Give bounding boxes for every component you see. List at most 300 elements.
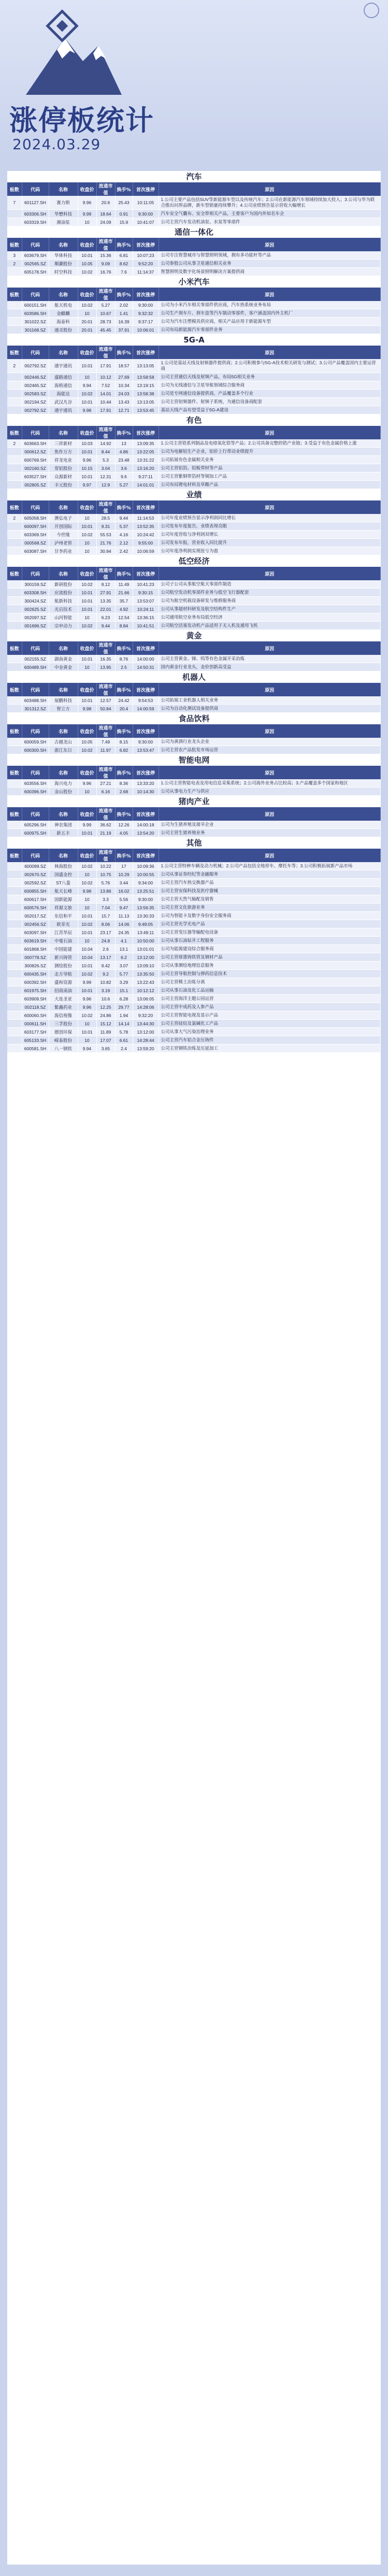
- table-cell: 14:01:01: [133, 481, 159, 489]
- table-cell: 通宇通讯: [49, 359, 78, 373]
- column-header: 名称: [49, 766, 78, 779]
- table-cell: 13.35: [96, 597, 115, 605]
- table-cell: 000778.SZ: [22, 953, 49, 962]
- table-cell: [7, 912, 22, 920]
- table-cell: 10:11:05: [133, 196, 159, 210]
- table-row: [7, 589, 381, 597]
- column-header: 代码: [22, 683, 49, 696]
- table-cell: 16.76: [96, 268, 115, 276]
- table-cell: 600099.SZ: [22, 862, 49, 870]
- table-row: [7, 821, 381, 829]
- table-row: [7, 251, 381, 260]
- table-cell: 金山股份: [49, 788, 78, 796]
- table-cell: [7, 862, 22, 870]
- table-cell: 9.96: [78, 456, 96, 464]
- table-cell: [7, 522, 22, 531]
- table-row: [7, 597, 381, 605]
- table-cell: [7, 738, 22, 746]
- table-cell: 2.02: [115, 301, 133, 309]
- table-cell: 603087.SH: [22, 547, 49, 555]
- column-header: 收盘价: [78, 346, 96, 359]
- table-cell: 2.68: [115, 788, 133, 796]
- reason-cell: 1.公司主营智能电表及用电信息采集系统；2.公司海外业务占比较高；3.产品覆盖多个国家和地区: [159, 779, 381, 788]
- table-header-row: [7, 807, 381, 821]
- table-cell: 5.27: [96, 301, 115, 309]
- table-cell: 600769.SH: [22, 456, 49, 464]
- column-header: 原因: [159, 500, 381, 514]
- table-cell: 9:27:11: [133, 473, 159, 481]
- table-cell: 601868.SH: [22, 945, 49, 953]
- sector-block: [7, 414, 381, 489]
- table-cell: 14.01: [96, 390, 115, 398]
- table-cell: 12.25: [96, 1003, 115, 1011]
- table-cell: 13:54:20: [133, 829, 159, 837]
- table-cell: 盛路通信: [49, 373, 78, 381]
- reason-cell: 公司为无线通信与卫星导航领域综合服务商: [159, 381, 381, 390]
- table-cell: 13.86: [96, 887, 115, 895]
- column-header: 换手%: [115, 346, 133, 359]
- table-cell: 测绘股份: [49, 962, 78, 970]
- table-cell: 江苏华辰: [49, 928, 78, 937]
- table-row: [7, 373, 381, 381]
- table-cell: 时空科技: [49, 268, 78, 276]
- sector-table: [7, 567, 381, 630]
- table-cell: [7, 448, 22, 456]
- table-cell: 10: [78, 904, 96, 912]
- table-cell: 海信视像: [49, 1011, 78, 1020]
- table-cell: 10.01: [78, 473, 96, 481]
- reason-cell: 1.公司主营特种车辆及动力机械；2.公司产品包括全地形车、摩托车等；3.公司积极拓展新产品市场: [159, 862, 381, 870]
- table-row: [7, 1020, 381, 1028]
- table-cell: 10.02: [78, 390, 96, 398]
- table-cell: [7, 978, 22, 986]
- table-cell: [7, 373, 22, 381]
- sector-table: [7, 500, 381, 555]
- table-cell: [7, 879, 22, 887]
- table-cell: 八一钢铁: [49, 1044, 78, 1053]
- table-cell: [7, 1020, 22, 1028]
- table-cell: 北方导航: [49, 970, 78, 978]
- sector-table: [7, 724, 381, 754]
- table-row: [7, 904, 381, 912]
- table-cell: 13:53:45: [133, 406, 159, 414]
- reason-cell: 公司主营导航控制与弹药信息技术: [159, 970, 381, 978]
- table-cell: 9.99: [78, 210, 96, 218]
- table-cell: 10: [78, 309, 96, 318]
- table-cell: 27.91: [96, 589, 115, 597]
- table-cell: 24.8: [96, 937, 115, 945]
- column-header: 板数: [7, 683, 22, 696]
- table-cell: 展鹏科技: [49, 696, 78, 705]
- table-cell: 10:07:23: [133, 251, 159, 260]
- table-cell: 002670.SZ: [22, 870, 49, 879]
- table-cell: 4.16: [115, 531, 133, 539]
- table-cell: 航天机电: [49, 301, 78, 309]
- table-cell: 10.02: [78, 746, 96, 754]
- table-cell: 8.12: [96, 580, 115, 589]
- table-row: [7, 514, 381, 522]
- column-header: 换手%: [115, 641, 133, 655]
- table-cell: 14:00:59: [133, 705, 159, 713]
- table-cell: 10.44: [96, 398, 115, 406]
- table-cell: 002583.SZ: [22, 390, 49, 398]
- table-cell: 3.19: [96, 986, 115, 995]
- table-row: [7, 539, 381, 547]
- table-row: [7, 862, 381, 870]
- column-header: 流通市值: [96, 426, 115, 439]
- table-cell: 3.3: [96, 895, 115, 904]
- table-cell: [7, 920, 22, 928]
- table-cell: [7, 970, 22, 978]
- table-cell: 17.91: [96, 406, 115, 414]
- sector-title: 食品饮料: [7, 713, 381, 724]
- reason-cell: 公司从事大气污染治理业务: [159, 1028, 381, 1036]
- table-cell: 21.66: [115, 589, 133, 597]
- reason-cell: 公司主营天然气输配及销售: [159, 895, 381, 904]
- table-cell: 603319.SH: [22, 218, 49, 226]
- table-cell: 新研股份: [49, 580, 78, 589]
- table-cell: 13:09:10: [133, 962, 159, 970]
- table-cell: 焦作万方: [49, 448, 78, 456]
- reason-cell: 公司为黄酒行业龙头企业: [159, 738, 381, 746]
- table-cell: 3.6: [115, 464, 133, 473]
- table-cell: 通宇通讯: [49, 406, 78, 414]
- table-cell: 23.48: [115, 456, 133, 464]
- table-row: [7, 406, 381, 414]
- reason-cell: 公司从事超材料研发及航空结构件生产: [159, 605, 381, 613]
- column-header: 换手%: [115, 426, 133, 439]
- column-header: 收盘价: [78, 238, 96, 251]
- reason-cell: 公司主营中成药及人参产品: [159, 1003, 381, 1011]
- table-cell: 9:30:00: [133, 738, 159, 746]
- table-cell: 23.17: [96, 928, 115, 937]
- table-cell: 9.99: [78, 978, 96, 986]
- table-row: [7, 390, 381, 398]
- column-header: 换手%: [115, 724, 133, 738]
- reason-cell: 公司布局锂电材料及草酸产品: [159, 481, 381, 489]
- table-cell: 600396.SH: [22, 788, 49, 796]
- table-cell: 10.01: [78, 696, 96, 705]
- table-cell: 13:13:05: [133, 359, 159, 373]
- table-row: [7, 663, 381, 671]
- table-cell: 开创国际: [49, 522, 78, 531]
- table-cell: 8.62: [115, 260, 133, 268]
- table-cell: 6.81: [115, 251, 133, 260]
- reason-cell: 公司为汽车注塑模具供应商，相关产品应用于新能源车型: [159, 318, 381, 326]
- column-header: 首次涨停: [133, 182, 159, 196]
- table-cell: 10.04: [78, 945, 96, 953]
- table-cell: 德创环保: [49, 1028, 78, 1036]
- table-row: [7, 1003, 381, 1011]
- reason-cell: 公司年度业绩预告显示净利润同比增长: [159, 514, 381, 522]
- table-cell: 澳弘电子: [49, 514, 78, 522]
- column-header: 流通市值: [96, 500, 115, 514]
- table-cell: 6.28: [115, 995, 133, 1003]
- table-cell: 11.13: [115, 912, 133, 920]
- table-cell: 4.1: [115, 937, 133, 945]
- reason-cell: 基站天线产品有望受益于5G-A建设: [159, 406, 381, 414]
- table-cell: 11:14:37: [133, 268, 159, 276]
- table-cell: 海泰科: [49, 318, 78, 326]
- table-row: [7, 464, 381, 473]
- table-cell: 湘油泵: [49, 218, 78, 226]
- table-cell: 35.7: [115, 597, 133, 605]
- table-header-row: [7, 641, 381, 655]
- reason-cell: 公司年度净利润实现扭亏为盈: [159, 547, 381, 555]
- column-header: 收盘价: [78, 807, 96, 821]
- table-cell: 山河智能: [49, 613, 78, 622]
- sector-table: [7, 346, 381, 414]
- column-header: 原因: [159, 182, 381, 196]
- table-cell: 10: [78, 613, 96, 622]
- table-cell: 13:36:15: [133, 613, 159, 622]
- table-cell: 2.12: [115, 539, 133, 547]
- table-cell: 600617.SH: [22, 895, 49, 904]
- table-cell: 002465.SZ: [22, 381, 49, 390]
- table-cell: [7, 779, 22, 788]
- table-cell: 9.2: [96, 970, 115, 978]
- table-cell: 7: [7, 196, 22, 210]
- table-cell: [7, 1003, 22, 1011]
- table-cell: [7, 473, 22, 481]
- reason-cell: 1.公司主营锆系列制品及电熔氧化锆等产品；2.公司具备完整的锆产业链；3.受益于有色金属价格上涨: [159, 439, 381, 448]
- table-header-row: [7, 346, 381, 359]
- table-cell: 600060.SH: [22, 1011, 49, 1020]
- table-cell: 金麒麟: [49, 309, 78, 318]
- table-cell: 9.94: [78, 1044, 96, 1053]
- table-cell: 9:55:00: [133, 539, 159, 547]
- table-cell: 603663.SH: [22, 439, 49, 448]
- column-header: 换手%: [115, 182, 133, 196]
- reason-cell: 公司专注智慧城市与智慧照明领域，拥有多功能杆等产品: [159, 251, 381, 260]
- reason-cell: 公司从事石油及化工品运输: [159, 986, 381, 995]
- table-cell: 5.77: [115, 970, 133, 978]
- table-cell: 14.92: [96, 439, 115, 448]
- table-cell: 10.02: [78, 622, 96, 630]
- table-cell: 300424.SZ: [22, 597, 49, 605]
- table-cell: [7, 1036, 22, 1044]
- table-cell: [7, 953, 22, 962]
- corner-decoration-icon: [361, 0, 382, 21]
- column-header: 名称: [49, 683, 78, 696]
- table-cell: 5.76: [96, 879, 115, 887]
- table-cell: 603619.SH: [22, 937, 49, 945]
- sector-table: [7, 849, 381, 1053]
- table-cell: 8.44: [96, 448, 115, 456]
- column-header: 原因: [159, 238, 381, 251]
- table-row: [7, 398, 381, 406]
- reason-cell: 公司航空发动机零部件业务与低空飞行器配套: [159, 589, 381, 597]
- table-cell: [7, 456, 22, 464]
- table-cell: 10.04: [78, 953, 96, 962]
- table-cell: 13:22:43: [133, 978, 159, 986]
- table-cell: 大连圣亚: [49, 995, 78, 1003]
- table-cell: 14:50:31: [133, 663, 159, 671]
- sector-title: 有色: [7, 414, 381, 426]
- table-cell: 12.57: [96, 696, 115, 705]
- table-cell: [7, 605, 22, 613]
- table-row: [7, 705, 381, 713]
- column-header: 板数: [7, 766, 22, 779]
- table-row: [7, 945, 381, 953]
- column-header: 代码: [22, 567, 49, 580]
- sector-title: 黄金: [7, 630, 381, 641]
- column-header: 收盘价: [78, 849, 96, 862]
- column-header: 流通市值: [96, 346, 115, 359]
- column-header: 流通市值: [96, 182, 115, 196]
- table-cell: 8.36: [115, 779, 133, 788]
- table-cell: 13:31:22: [133, 456, 159, 464]
- reason-cell: 公司生产刹车片、刹车盘等汽车制动零部件，客户涵盖国内外主机厂: [159, 309, 381, 318]
- table-cell: 12.26: [115, 821, 133, 829]
- table-cell: [7, 589, 22, 597]
- reason-cell: 1.公司主要产品包括SUV等新能源车型以及传统汽车；2.公司在新能源汽车领域持续加大投入；3.公司与华为联合推出问界品牌，新车型销量持续攀升；4.公司业绩预告显示营收大幅增长: [159, 196, 381, 210]
- table-cell: 1.41: [115, 309, 133, 318]
- table-cell: 2.42: [115, 547, 133, 555]
- table-cell: 13:01:01: [133, 945, 159, 953]
- table-cell: 13:12:00: [133, 953, 159, 962]
- column-header: 换手%: [115, 683, 133, 696]
- table-cell: 5.3: [96, 456, 115, 464]
- table-cell: 28.5: [96, 514, 115, 522]
- table-cell: 15.36: [96, 251, 115, 260]
- reason-cell: 公司主营黄金、锑、钨等有色金属开采冶炼: [159, 655, 381, 663]
- table-cell: 12.31: [96, 473, 115, 481]
- table-cell: 13.17: [96, 953, 115, 962]
- table-row: [7, 359, 381, 373]
- table-cell: 15.1: [115, 986, 133, 995]
- reason-cell: 公司主营安保科技及医疗器械: [159, 887, 381, 895]
- reason-cell: 公司主营钢铁冶炼及压延加工: [159, 1044, 381, 1053]
- reason-cell: 公司航空活塞发动机产品适用于无人机及通用飞机: [159, 622, 381, 630]
- table-cell: 泸州老窖: [49, 539, 78, 547]
- table-cell: 10: [78, 218, 96, 226]
- table-row: [7, 870, 381, 879]
- table-cell: [7, 895, 22, 904]
- table-cell: 华懋科技: [49, 210, 78, 218]
- table-cell: 16.39: [115, 318, 133, 326]
- table-row: [7, 1036, 381, 1044]
- table-cell: [7, 829, 22, 837]
- table-row: [7, 301, 381, 309]
- table-cell: 7.6: [115, 268, 133, 276]
- table-header-row: [7, 683, 381, 696]
- table-row: [7, 986, 381, 995]
- table-cell: 10.02: [78, 301, 96, 309]
- table-cell: 10: [78, 514, 96, 522]
- reason-cell: 公司为电解铝生产企业，铝价上行带动业绩提升: [159, 448, 381, 456]
- table-cell: 9.97: [78, 481, 96, 489]
- table-cell: 紫鑫药业: [49, 1003, 78, 1011]
- table-cell: [7, 481, 22, 489]
- column-header: 原因: [159, 346, 381, 359]
- table-cell: 10.01: [78, 448, 96, 456]
- sector-title: 机器人: [7, 671, 381, 683]
- column-header: 首次涨停: [133, 766, 159, 779]
- table-cell: 28.73: [96, 318, 115, 326]
- column-header: 板数: [7, 724, 22, 738]
- reason-cell: 公司通用航空业务布局低空经济: [159, 613, 381, 622]
- table-cell: [7, 318, 22, 326]
- table-cell: 9.96: [78, 779, 96, 788]
- table-header-row: [7, 724, 381, 738]
- table-cell: 13:13:05: [133, 398, 159, 406]
- table-cell: 30.94: [96, 547, 115, 555]
- table-row: [7, 779, 381, 788]
- table-cell: 000612.SZ: [22, 448, 49, 456]
- page-date: 2024.03.29: [12, 136, 101, 153]
- table-cell: 13:59:20: [133, 1044, 159, 1053]
- table-cell: 600300.SH: [22, 746, 49, 754]
- table-cell: 10: [78, 373, 96, 381]
- table-cell: 13:49:11: [133, 928, 159, 937]
- table-cell: [7, 663, 22, 671]
- table-row: [7, 912, 381, 920]
- table-cell: 10: [78, 895, 96, 904]
- sector-block: [7, 226, 381, 276]
- table-cell: [7, 381, 22, 390]
- table-cell: 9:30:00: [133, 301, 159, 309]
- table-cell: 东信和平: [49, 912, 78, 920]
- table-row: [7, 448, 381, 456]
- table-cell: 20.01: [78, 326, 96, 334]
- sector-block: [7, 671, 381, 713]
- table-cell: [7, 580, 22, 589]
- table-cell: 10.6: [96, 995, 115, 1003]
- table-cell: 10.02: [78, 920, 96, 928]
- table-cell: 10.67: [96, 309, 115, 318]
- table-cell: 50.84: [96, 705, 115, 713]
- table-cell: 29.77: [115, 1003, 133, 1011]
- table-cell: 605058.SH: [22, 514, 49, 522]
- table-cell: 10.05: [78, 738, 96, 746]
- table-cell: 603308.SH: [22, 589, 49, 597]
- table-row: [7, 895, 381, 904]
- table-cell: 通灵股份: [49, 326, 78, 334]
- table-cell: 10:06:59: [133, 547, 159, 555]
- table-cell: 10.01: [78, 655, 96, 663]
- column-header: 板数: [7, 426, 22, 439]
- table-cell: 6.2: [115, 953, 133, 962]
- table-cell: 603556.SH: [22, 779, 49, 788]
- table-cell: 10: [78, 547, 96, 555]
- table-cell: 20.01: [78, 318, 96, 326]
- table-cell: [7, 1044, 22, 1053]
- table-cell: 7.04: [96, 904, 115, 912]
- table-cell: 13:22:05: [133, 448, 159, 456]
- reason-cell: 公司主营变压器等输配电设备: [159, 928, 381, 937]
- reason-cell: 公司主营射频器件、射频子系统，为通信设备商配套: [159, 398, 381, 406]
- table-cell: 20.6: [96, 196, 115, 210]
- sector-block: [7, 555, 381, 630]
- column-header: 板数: [7, 288, 22, 301]
- table-cell: 9:30:15: [133, 589, 159, 597]
- table-cell: [7, 821, 22, 829]
- table-row: [7, 1011, 381, 1020]
- column-header: 收盘价: [78, 182, 96, 196]
- table-cell: 9.42: [96, 962, 115, 970]
- table-cell: 10.02: [78, 580, 96, 589]
- column-header: 代码: [22, 500, 49, 514]
- table-cell: 002017.SZ: [22, 912, 49, 920]
- table-cell: 13:56:35: [133, 904, 159, 912]
- table-cell: 21.19: [96, 829, 115, 837]
- reason-cell: 公司主营文化旅游业务: [159, 904, 381, 912]
- sector-block: [7, 334, 381, 414]
- reason-cell: 公司主营海洋主题公园运营: [159, 995, 381, 1003]
- table-cell: 9.98: [78, 887, 96, 895]
- column-header: 原因: [159, 641, 381, 655]
